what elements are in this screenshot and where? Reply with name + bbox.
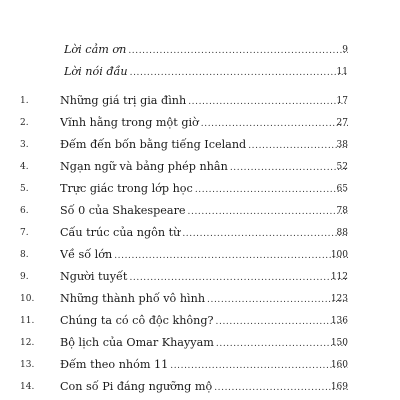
toc-chapter-13[interactable] xyxy=(0,356,400,374)
toc-page-number: 123 xyxy=(330,294,348,304)
toc-page-number: 27 xyxy=(336,118,348,128)
chapter-title: Số 0 của Shakespeare xyxy=(60,204,186,217)
chapter-number: 14. xyxy=(20,382,35,392)
toc-page-number: 11 xyxy=(336,67,348,77)
chapter-number: 12. xyxy=(20,338,35,348)
toc-chapter-1[interactable] xyxy=(0,92,400,110)
toc-chapter-3[interactable] xyxy=(0,136,400,154)
toc-page-number: 88 xyxy=(336,228,348,238)
chapter-number: 3. xyxy=(20,140,29,150)
chapter-title: Về số lớn xyxy=(60,248,113,261)
chapter-number: 7. xyxy=(20,228,29,238)
toc-page-number: 52 xyxy=(336,162,348,172)
toc-page-number: 9 xyxy=(342,45,348,55)
toc-page-number: 78 xyxy=(336,206,348,216)
chapter-title: Ngạn ngữ và bảng phép nhân xyxy=(60,160,228,173)
chapter-number: 11. xyxy=(20,316,35,326)
chapter-number: 9. xyxy=(20,272,29,282)
chapter-number: 10. xyxy=(20,294,35,304)
toc-front-entry-preface[interactable] xyxy=(0,63,400,81)
toc-page-number: 136 xyxy=(330,316,348,326)
toc-chapter-12[interactable] xyxy=(0,334,400,352)
toc-chapter-14[interactable] xyxy=(0,378,400,396)
toc-page-number: 169 xyxy=(330,382,348,392)
chapter-title: Cấu trúc của ngôn từ xyxy=(60,226,181,239)
chapter-title: Những thành phố vô hình xyxy=(60,292,206,305)
toc-page-number: 65 xyxy=(336,184,348,194)
chapter-title: Bộ lịch của Omar Khayyam xyxy=(60,336,214,349)
toc-chapter-8[interactable] xyxy=(0,246,400,264)
toc-entry-title: Lời cảm ơn xyxy=(64,43,127,56)
toc-front-entry-acknowledgements[interactable] xyxy=(0,41,400,59)
toc-chapter-11[interactable] xyxy=(0,312,400,330)
chapter-number: 4. xyxy=(20,162,29,172)
toc-page-number: 150 xyxy=(330,338,348,348)
chapter-title: Người tuyết xyxy=(60,270,128,283)
chapter-title: Vĩnh hằng trong một giờ xyxy=(60,116,199,129)
toc-page-number: 38 xyxy=(336,140,348,150)
toc-chapter-9[interactable] xyxy=(0,268,400,286)
chapter-number: 8. xyxy=(20,250,29,260)
toc-chapter-2[interactable] xyxy=(0,114,400,132)
chapter-number: 5. xyxy=(20,184,29,194)
toc-chapter-7[interactable] xyxy=(0,224,400,242)
chapter-title: Chúng ta có cô độc không? xyxy=(60,314,214,327)
chapter-number: 1. xyxy=(20,96,29,106)
chapter-title: Những giá trị gia đình xyxy=(60,94,187,107)
toc-page-number: 112 xyxy=(330,272,348,282)
toc-chapter-10[interactable] xyxy=(0,290,400,308)
toc-page-number: 160 xyxy=(330,360,348,370)
toc-entry-title: Lời nói đầu xyxy=(64,65,128,78)
toc-chapter-6[interactable] xyxy=(0,202,400,220)
chapter-title: Con số Pi đáng ngưỡng mộ xyxy=(60,380,213,393)
toc-page-number: 100 xyxy=(330,250,348,260)
toc-page-number: 17 xyxy=(336,96,348,106)
chapter-title: Đếm đến bốn bằng tiếng Iceland xyxy=(60,138,247,151)
chapter-number: 13. xyxy=(20,360,35,370)
chapter-number: 2. xyxy=(20,118,29,128)
toc-chapter-5[interactable] xyxy=(0,180,400,198)
toc-chapter-4[interactable] xyxy=(0,158,400,176)
chapter-title: Trực giác trong lớp học xyxy=(60,182,193,195)
chapter-number: 6. xyxy=(20,206,29,216)
chapter-title: Đếm theo nhóm 11 xyxy=(60,358,169,371)
